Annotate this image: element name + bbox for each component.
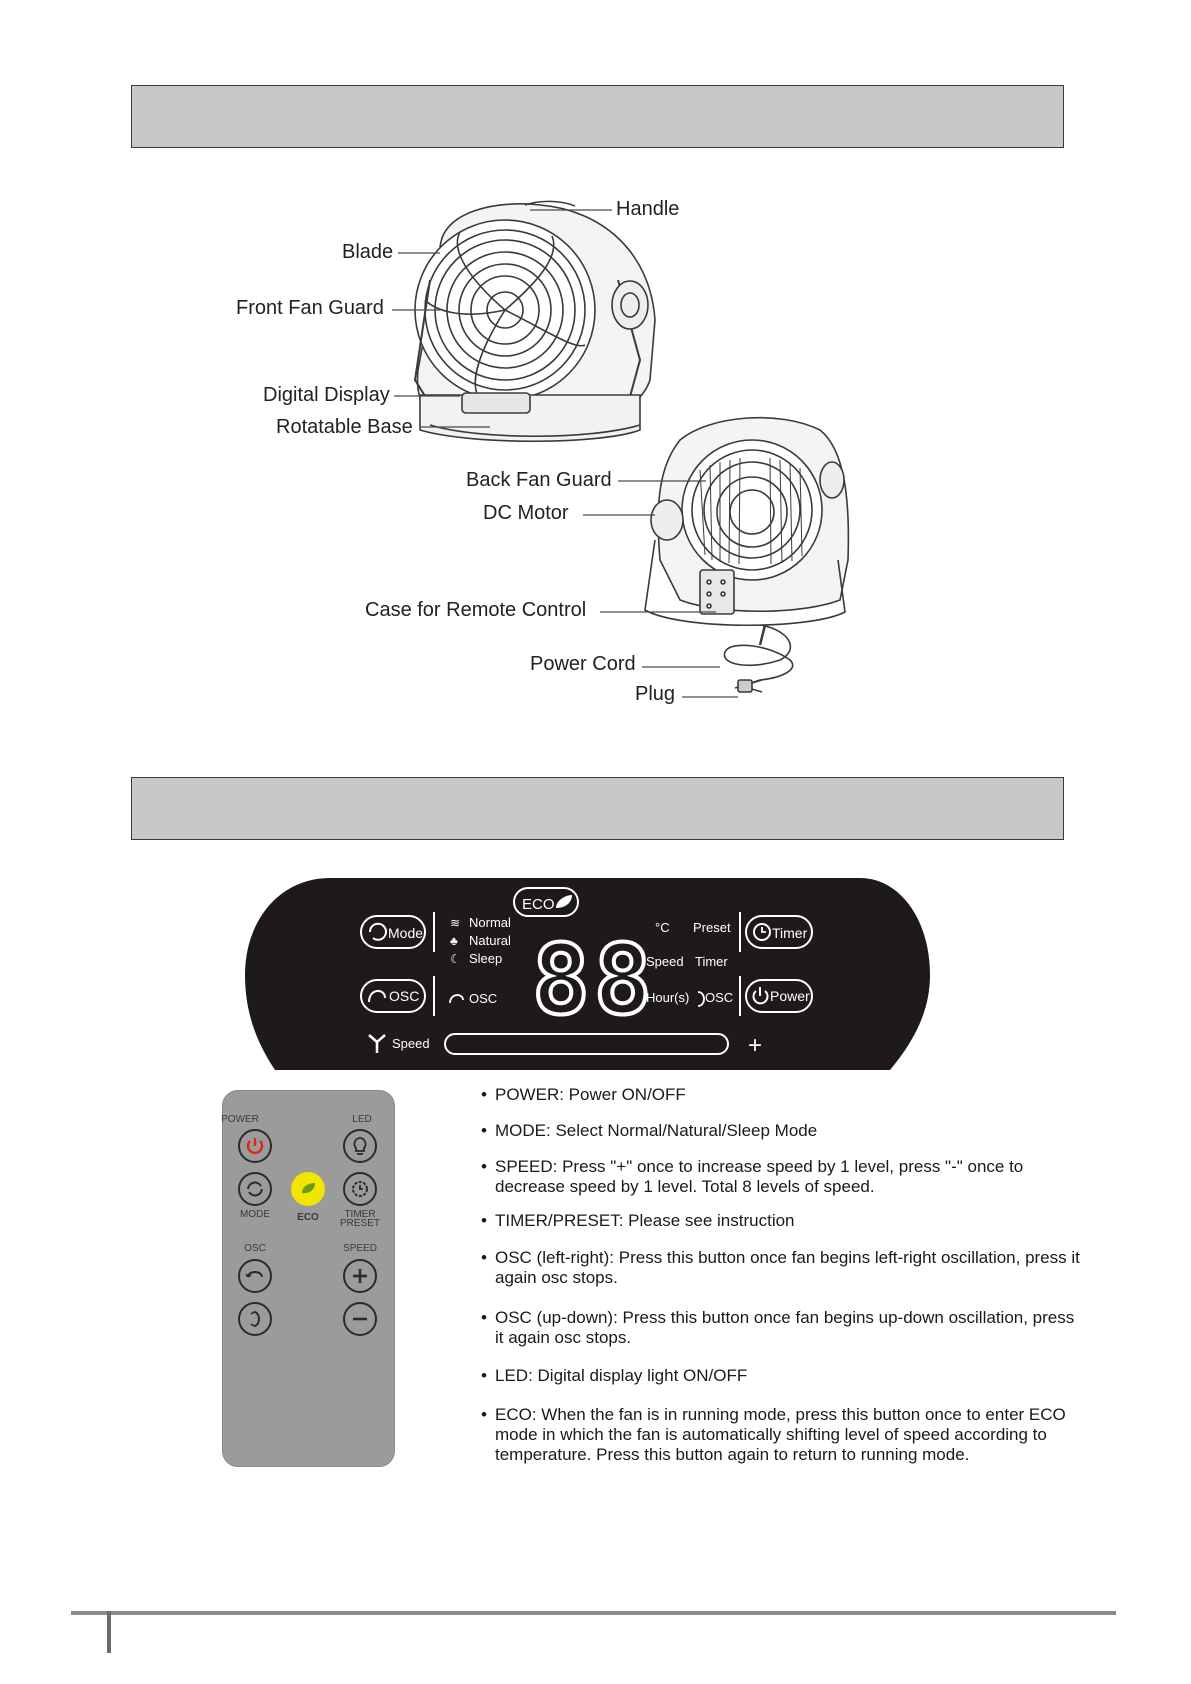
label-back-fan-guard: Back Fan Guard: [466, 469, 612, 491]
remote-label-led: LED: [352, 1114, 372, 1125]
label-front-fan-guard: Front Fan Guard: [236, 297, 384, 319]
desc-timer-preset-text: TIMER/PRESET: Please see instruction: [495, 1211, 795, 1230]
bullet-icon: •: [481, 1157, 487, 1176]
indicator-timer: Timer: [695, 954, 728, 969]
label-digital-display: Digital Display: [263, 384, 390, 406]
desc-speed-text: SPEED: Press "+" once to increase speed by 1 level, press "-" once to decrease speed by 1 level. Total 8 levels of speed.: [495, 1157, 1024, 1196]
remote-eco-button[interactable]: [291, 1172, 325, 1206]
remote-speed-plus-button[interactable]: [343, 1259, 377, 1293]
label-handle: Handle: [616, 198, 680, 220]
remote-timer-preset-button[interactable]: [343, 1172, 377, 1206]
osc-vertical-icon: [244, 1308, 266, 1330]
remote-power-button[interactable]: [238, 1129, 272, 1163]
remote-label-power: POWER: [221, 1114, 259, 1125]
indicator-normal: Normal: [469, 915, 511, 930]
label-power-cord: Power Cord: [530, 653, 636, 675]
remote-control: [222, 1090, 395, 1467]
desc-timer-preset: [481, 1211, 1081, 1231]
desc-osc-left-right-text: OSC (left-right): Press this button once fan begins left-right oscillation, press it again osc stops.: [495, 1248, 1080, 1287]
remote-osc-left-right-button[interactable]: [238, 1259, 272, 1293]
footer-rule: [71, 1611, 1116, 1615]
remote-label-osc: OSC: [244, 1243, 266, 1254]
desc-power: [481, 1085, 1081, 1105]
remote-mode-button[interactable]: [238, 1172, 272, 1206]
osc-button-label: OSC: [389, 988, 420, 1004]
mode-cycle-icon: [244, 1178, 266, 1200]
remote-osc-up-down-button[interactable]: [238, 1302, 272, 1336]
label-plug: Plug: [635, 683, 676, 705]
desc-power-text: POWER: Power ON/OFF: [495, 1085, 686, 1104]
bullet-icon: •: [481, 1248, 487, 1267]
indicator-sleep: Sleep: [469, 951, 503, 966]
power-icon: [244, 1135, 266, 1157]
mode-button-label: Mode: [388, 925, 424, 941]
plus-icon: [349, 1265, 371, 1287]
remote-speed-minus-button[interactable]: [343, 1302, 377, 1336]
desc-eco-text: ECO: When the fan is in running mode, press this button once to enter ECO mode in which the fan is automatically shifting level of speed according to temperature. Press this button again to return to running mode.: [495, 1405, 1066, 1464]
clock-icon: [349, 1178, 371, 1200]
desc-osc-left-right: [481, 1248, 1081, 1288]
tree-natural-icon: ♣: [450, 934, 458, 948]
bullet-icon: •: [481, 1211, 487, 1230]
control-panel-display: [0, 870, 1191, 1070]
power-button-label: Power: [770, 988, 810, 1004]
section-header-bar-middle: [131, 777, 1064, 840]
indicator-osc: OSC: [469, 991, 498, 1006]
moon-sleep-icon: ☾: [450, 952, 461, 966]
seven-segment-digits: 88: [532, 924, 656, 1036]
desc-osc-up-down-text: OSC (up-down): Press this button once fan begins up-down oscillation, press it again osc stops.: [495, 1308, 1075, 1347]
remote-label-mode: MODE: [240, 1209, 270, 1220]
minus-icon: [349, 1308, 371, 1330]
label-case-for-remote-control: Case for Remote Control: [365, 599, 587, 621]
wind-normal-icon: ≋: [450, 916, 461, 930]
remote-label-timer: TIMER: [344, 1209, 376, 1220]
bullet-icon: •: [481, 1366, 487, 1385]
control-panel-svg: [0, 870, 1191, 1070]
leaf-icon: [297, 1178, 319, 1200]
bullet-icon: •: [481, 1308, 487, 1327]
remote-label-eco: ECO: [297, 1212, 319, 1223]
remote-label-preset: PRESET: [339, 1218, 380, 1229]
osc-horizontal-icon: [244, 1265, 266, 1287]
desc-speed: [481, 1157, 1081, 1197]
desc-led: [481, 1366, 1081, 1386]
bullet-icon: •: [481, 1405, 487, 1424]
remote-label-speed: SPEED: [343, 1243, 377, 1254]
bullet-icon: •: [481, 1085, 487, 1104]
indicator-hours: Hour(s): [646, 990, 690, 1005]
bulb-icon: [349, 1135, 371, 1157]
fan-diagram: [0, 0, 1191, 740]
label-rotatable-base: Rotatable Base: [276, 416, 413, 438]
remote-led-button[interactable]: [343, 1129, 377, 1163]
desc-osc-up-down: [481, 1308, 1081, 1348]
indicator-celsius: °C: [655, 920, 670, 935]
label-blade: Blade: [342, 241, 394, 263]
desc-eco: [481, 1405, 1081, 1465]
speed-plus-indicator: +: [748, 1032, 763, 1059]
timer-button-label: Timer: [772, 925, 808, 941]
desc-mode: [481, 1121, 1081, 1141]
indicator-speed: Speed: [646, 954, 684, 969]
indicator-osc-right: OSC: [705, 990, 734, 1005]
bullet-icon: •: [481, 1121, 487, 1140]
footer-tick: [107, 1611, 111, 1653]
indicator-natural: Natural: [469, 933, 511, 948]
indicator-preset: Preset: [693, 920, 731, 935]
fan-illustration: [0, 0, 1191, 740]
label-dc-motor: DC Motor: [483, 502, 569, 524]
speed-bar-label: Speed: [392, 1036, 430, 1051]
eco-indicator-label: ECO: [522, 896, 555, 913]
desc-mode-text: MODE: Select Normal/Natural/Sleep Mode: [495, 1121, 818, 1140]
desc-led-text: LED: Digital display light ON/OFF: [495, 1366, 748, 1385]
